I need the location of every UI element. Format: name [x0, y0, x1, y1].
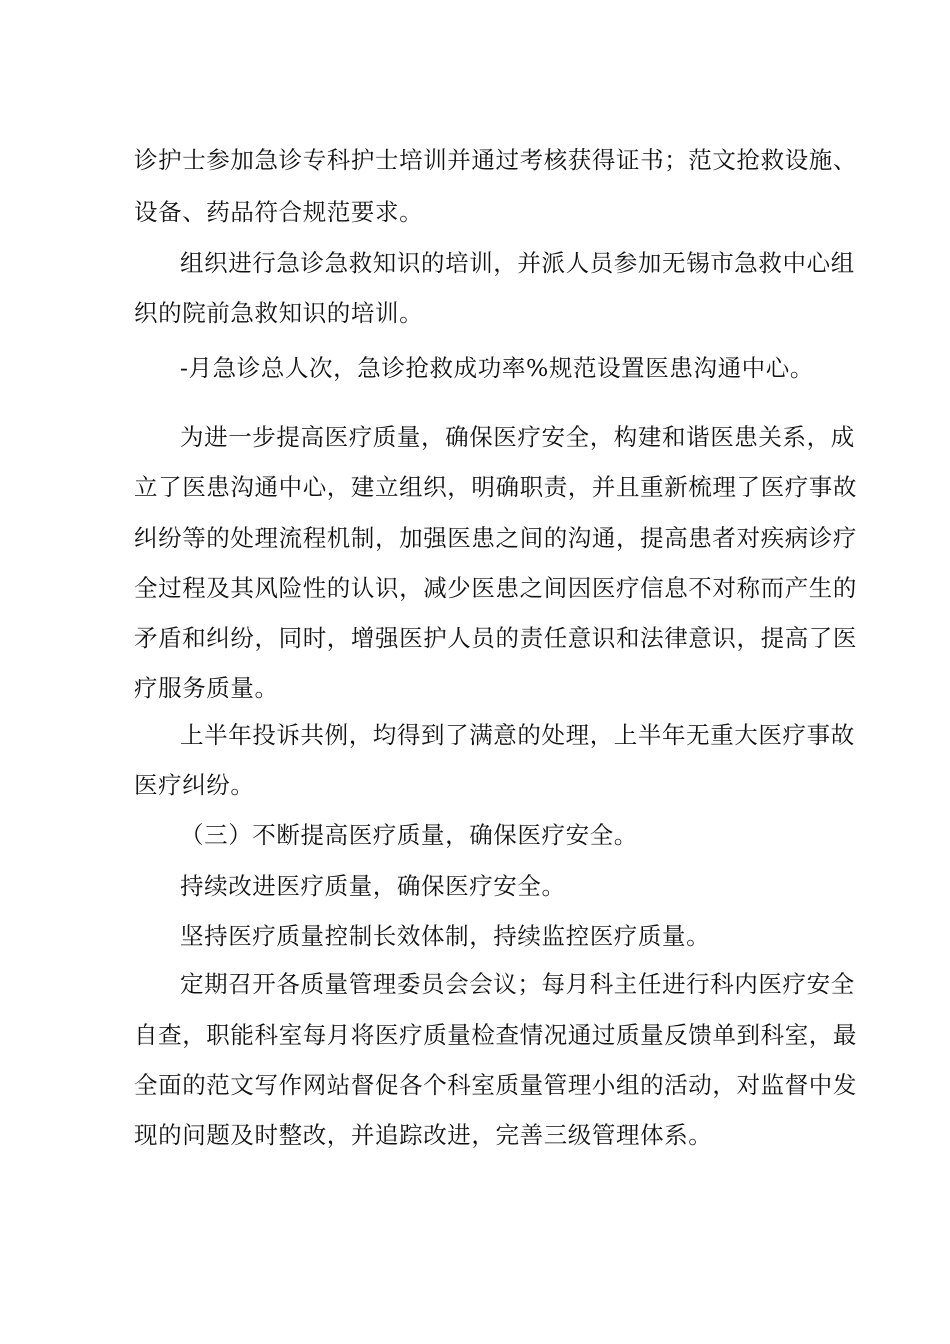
text-line: 组织进行急诊急救知识的培训，并派人员参加无锡市急救中心组 [180, 249, 855, 277]
text-line: 自查，职能科室每月将医疗质量检查情况通过质量反馈单到科室，最 [134, 1021, 857, 1049]
text-line: -月急诊总人次，急诊抢救成功率%规范设置医患沟通中心。 [180, 354, 814, 382]
text-line: 全面的范文写作网站督促各个科室质量管理小组的活动，对监督中发 [134, 1071, 857, 1099]
text-line: 立了医患沟通中心，建立组织，明确职责，并且重新梳理了医疗事故 [134, 473, 857, 501]
text-line: 全过程及其风险性的认识，减少医患之间因医疗信息不对称而产生的 [134, 574, 857, 602]
text-line: 持续改进医疗质量，确保医疗安全。 [180, 872, 566, 900]
text-line: 设备、药品符合规范要求。 [134, 198, 424, 226]
text-line: 医疗纠纷。 [134, 771, 255, 799]
text-line: 纠纷等的处理流程机制，加强医患之间的沟通，提高患者对疾病诊疗 [134, 524, 857, 552]
text-line: 上半年投诉共例，均得到了满意的处理，上半年无重大医疗事故 [180, 721, 855, 749]
text-line: 为进一步提高医疗质量，确保医疗安全，构建和谐医患关系，成 [180, 423, 855, 451]
text-line: 现的问题及时整改，并追踪改进，完善三级管理体系。 [134, 1121, 713, 1149]
text-line: 坚持医疗质量控制长效体制，持续监控医疗质量。 [180, 922, 711, 950]
text-line: 定期召开各质量管理委员会会议；每月科主任进行科内医疗安全 [180, 970, 855, 998]
text-line: 疗服务质量。 [134, 674, 279, 702]
text-line: 矛盾和纠纷，同时，增强医护人员的责任意识和法律意识，提高了医 [134, 624, 857, 652]
text-line: （三）不断提高医疗质量，确保医疗安全。 [180, 821, 638, 849]
text-line: 诊护士参加急诊专科护士培训并通过考核获得证书；范文抢救设施、 [134, 146, 857, 174]
text-line: 织的院前急救知识的培训。 [134, 299, 424, 327]
